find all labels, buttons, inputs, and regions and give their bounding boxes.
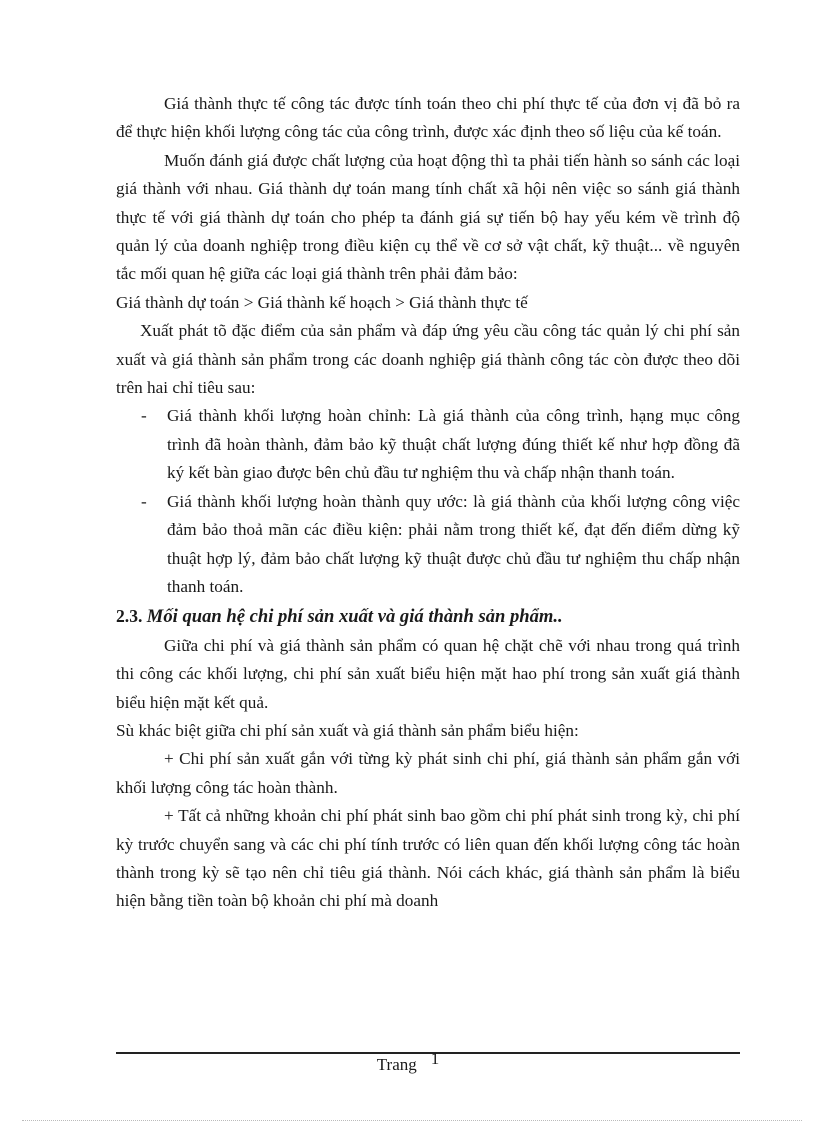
list-item: [116, 488, 740, 602]
bullet-marker: -: [141, 406, 147, 426]
section-number: 2.3.: [116, 606, 143, 627]
paragraph-relationship: Giữa chi phí và giá thành sản phẩm có quan hệ chặt chẽ với nhau trong quá trình thi công các khối lượng, chi phí sản xuất biểu hiện mặt hao phí trong sản xuất giá thành biểu hiện mặt kết quả.: [116, 635, 740, 712]
difference-item: + Tất cả những khoản chi phí phát sinh bao gồm chi phí phát sinh trong kỳ, chi phí kỳ trước chuyển sang và các chi phí tính trước có liên quan đến khối lượng công tác hoàn thành trong kỳ sẽ tạo nên chỉ tiêu giá thành. Nói cách khác, giá thành sản phẩm là biểu hiện bằng tiền toàn bộ khoản chi phí mà doanh: [116, 806, 740, 911]
page-bottom-dotted-rule: [22, 1120, 802, 1121]
paragraph-actual-cost: Giá thành thực tế công tác được tính toán theo chi phí thực tế của đơn vị đã bỏ ra để thực hiện khối lượng công tác của công trình, được xác định theo số liệu của kế toán.: [116, 94, 740, 142]
section-title: Mối quan hệ chi phí sản xuất và giá thành sản phẩm..: [146, 606, 563, 628]
footer-label: Trang: [376, 1055, 417, 1074]
difference-item: + Chi phí sản xuất gắn với từng kỳ phát sinh chi phí, giá thành sản phẩm gắn với khối lượng công tác hoàn thành.: [116, 749, 740, 797]
page-number: 1: [430, 1049, 440, 1068]
paragraph-difference-intro: Sù khác biệt giữa chi phí sản xuất và giá thành sản phẩm biểu hiện:: [116, 720, 579, 740]
page-footer: [0, 1049, 816, 1075]
bullet-marker: -: [141, 491, 147, 511]
formula-line: Giá thành dự toán > Giá thành kế hoạch > Giá thành thực tế: [116, 292, 528, 312]
bullet-list: [116, 402, 740, 601]
bullet-text: Giá thành khối lượng hoàn thành quy ước: là giá thành của khối lượng công việc đảm bảo thoả mãn các điều kiện: phải nằm trong thiết kế, đạt đến điểm dừng kỹ thuật hợp lý, đảm bảo chất lượng kỹ thuật được chủ đầu tư nghiệm thu chấp nhận thanh toán.: [167, 491, 740, 596]
bullet-text: Giá thành khối lượng hoàn chỉnh: Là giá thành của công trình, hạng mục công trình đã hoàn thành, đảm bảo kỹ thuật chất lượng đúng thiết kế như hợp đồng đã ký kết bàn giao được bên chủ đầu tư nghiệm thu và chấp nhận thanh toán.: [167, 406, 740, 483]
footer-divider: [116, 1052, 740, 1054]
paragraph-quality-evaluation: Muốn đánh giá được chất lượng của hoạt động thì ta phải tiến hành so sánh các loại giá thành với nhau. Giá thành dự toán mang tính chất xã hội nên việc so sánh giá thành thực tế với giá thành dự toán cho phép ta đánh giá sự tiến bộ hay yếu kém về trình độ quản lý của doanh nghiệp trong điều kiện cụ thể về cơ sở vật chất, kỹ thuật... về nguyên tắc mối quan hệ giữa các loại giá thành trên phải đảm bảo:: [116, 150, 740, 284]
section-heading: [116, 602, 740, 631]
paragraph-intro-indicators: Xuất phát tõ đặc điểm của sản phẩm và đáp ứng yêu cầu công tác quản lý chi phí sản xuất và giá thành sản phẩm trong các doanh nghiệp giá thành công tác còn được theo dõi trên hai chỉ tiêu sau:: [116, 321, 740, 398]
list-item: [116, 402, 740, 487]
body-text: [116, 90, 740, 916]
